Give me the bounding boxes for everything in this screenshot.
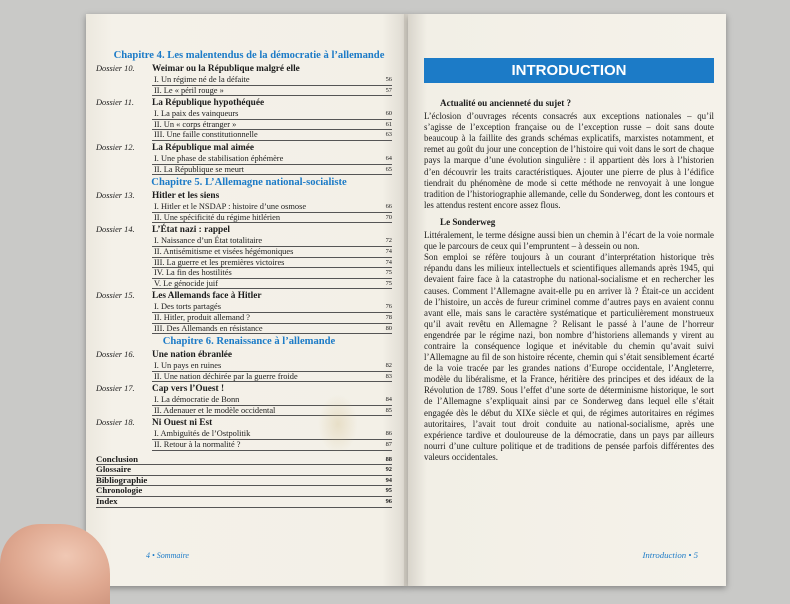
right-page-footer: Introduction • 5	[642, 550, 698, 560]
entry-text: I. Un régime né de la défaite	[154, 75, 250, 84]
misc-text: Bibliographie	[96, 474, 148, 485]
toc-entry	[152, 130, 392, 141]
toc-misc-entry	[96, 497, 392, 508]
toc-entry	[152, 258, 392, 269]
entry-text: I. Naissance d’un État totalitaire	[154, 236, 263, 246]
entry-page: 56	[385, 76, 392, 83]
toc-entry	[152, 236, 392, 247]
entry-text: IV. La fin des hostilités	[154, 268, 232, 278]
toc-entry	[152, 395, 392, 406]
entry-page: 83	[385, 372, 392, 380]
entry-page: 84	[385, 396, 392, 404]
entry-page: 60	[385, 110, 392, 118]
entry-page: 75	[385, 279, 392, 287]
entry-text: II. Le « péril rouge »	[154, 85, 224, 95]
dossier-body	[152, 291, 396, 334]
entry-text: II. La République se meurt	[154, 164, 245, 174]
entry-page: 61	[385, 120, 392, 128]
entry-page: 57	[385, 86, 392, 94]
entry-text: I. La paix des vainqueurs	[154, 109, 239, 119]
section-heading-sonderweg: Le Sonderweg	[440, 216, 496, 227]
toc-entry	[152, 302, 392, 313]
dossier-body	[152, 191, 396, 223]
misc-text: Index	[96, 496, 118, 507]
toc-entry	[152, 202, 392, 213]
misc-text: Conclusion	[96, 453, 139, 464]
dossier-block	[96, 98, 396, 141]
toc-entry	[152, 154, 392, 165]
page-stain	[318, 394, 358, 454]
toc-entry	[152, 75, 392, 86]
toc-entry	[152, 268, 392, 279]
introduction-banner: INTRODUCTION	[424, 58, 714, 83]
entry-page: 63	[385, 131, 392, 139]
entry-text: II. Un « corps étranger »	[154, 119, 237, 129]
entry-text: II. Hitler, produit allemand ?	[154, 312, 250, 322]
entry-page: 75	[385, 269, 392, 277]
entry-page: 85	[385, 406, 392, 414]
entry-text: III. La guerre et les premières victoires	[154, 257, 285, 267]
entry-page: 64	[385, 154, 392, 162]
dossier-body	[152, 418, 396, 450]
misc-text: Glossaire	[96, 464, 132, 475]
chapter-title: Chapitre 4. Les malentendus de la démocratie à l’allemande	[113, 50, 385, 61]
entry-text: III. Une faille constitutionnelle	[154, 130, 258, 140]
entry-text: I. Une phase de stabilisation éphémère	[154, 153, 284, 163]
entry-page: 65	[385, 165, 392, 173]
dossier-body	[152, 143, 396, 175]
dossier-label: Dossier 11.	[96, 98, 134, 108]
dossier-label: Dossier 16.	[96, 350, 135, 360]
toc-misc-entry	[96, 455, 392, 466]
toc-entry	[152, 247, 392, 258]
paragraph-1: L’éclosion d’ouvrages récents consacrés aux exceptions nationales – qu’il s’agisse de l’exception française ou de l’exception russe – doit sans doute beaucoup à la faillite des grands schémas explicatifs, marxistes notamment, et remet au goût du jour une conception de l’histoire qui voit dans le sort de chaque pays la marque d’une évolution singulière : il appartient dès lors à l’historien d’en découvrir les traits caractéristiques. Ajouter une pierre de plus à l’édifice tiendrait du phénomène de mode si cette méthode ne renvoyait à une longue tradition de l’historiographie allemande, celle du Sonderweg, dont les contours et les attendus restent encore assez flous.	[424, 111, 714, 210]
entry-page: 74	[385, 258, 392, 266]
toc-entry	[152, 313, 392, 324]
misc-page: 94	[385, 476, 392, 484]
dossier-body	[152, 350, 396, 382]
toc-entry	[152, 213, 392, 224]
entry-text: I. Ambiguïtés de l’Ostpolitik	[154, 429, 251, 439]
entry-page: 82	[385, 362, 392, 370]
dossier-title: Ni Ouest ni Est	[152, 418, 213, 429]
toc-entry	[152, 109, 392, 120]
dossier-title: Une nation ébranlée	[152, 350, 233, 361]
entry-page: 76	[385, 303, 392, 311]
misc-text: Chronologie	[96, 485, 143, 496]
entry-text: I. Un pays en ruines	[154, 361, 222, 371]
toc-entry	[152, 372, 392, 383]
dossier-body	[152, 64, 396, 96]
dossier-body	[152, 225, 396, 289]
dossier-title: Les Allemands face à Hitler	[152, 291, 262, 302]
entry-page: 66	[385, 203, 392, 211]
toc-entry	[152, 440, 392, 451]
dossier-label: Dossier 13.	[96, 191, 135, 201]
dossier-label: Dossier 15.	[96, 291, 135, 301]
reader-thumb	[0, 524, 110, 604]
paragraph-3: Son emploi se réfère toujours à un courant d’interprétation historique très répandu dans les milieux intellectuels et scientifiques allemands après 1945, qui devaient faire face à la catastrophe du national-socialisme et en rechercher les causes. Comment l’Allemagne avait-elle pu en arriver là ? Était-ce un accident de l’histoire, un accès de fureur criminel comme d’autres pays en avaient connu avant elle, mais sans le caractère systématique et particulièrement monstrueux qu’il avait revêtu en Allemagne ? Relisant le passé à l’aune de l’horreur engendrée par le régime nazi, bon nombre d’historiens allemands y virent au contraire la conséquence logique et inévitable du chemin qu’avait suivi l’Allemagne au fil de son histoire récente, chemin qui s’était sensiblement écarté de la voie tracée par les grandes nations d’Europe occidentale, l’Angleterre, modèle du libéralisme, et la France, héritière des principes et des idéaux de la Révolution de 1789. Sous l’effet d’une sorte de déterminisme historique, le sort de l’Allemagne s’expliquait ainsi par ce Sonderweg dans lequel elle s’était engagée dès le début du XIXe siècle et qui, de régimes autoritaires en régimes autoritaires, l’avait tout droit conduite au national-socialisme, après une expérience tardive et douloureuse de la démocratie, dans un pays par ailleurs nourri d’une culture politique et de traditions de pensée parfois différentes des valeurs occidentales.	[424, 252, 714, 462]
dossier-block	[96, 225, 396, 289]
dossier-block	[96, 350, 396, 382]
toc-entry	[152, 86, 392, 97]
entry-text: II. Une spécificité du régime hitlérien	[154, 212, 281, 222]
left-page-footer: 4 • Sommaire	[146, 551, 189, 560]
entry-text: V. Le génocide juif	[154, 278, 219, 288]
dossier-title: L’État nazi : rappel	[152, 225, 230, 236]
dossier-block	[96, 291, 396, 334]
dossier-title: Cap vers l’Ouest !	[152, 384, 225, 395]
dossier-body	[152, 384, 396, 416]
section-heading-actualite: Actualité ou ancienneté du sujet ?	[440, 98, 572, 108]
dossier-title: La République mal aimée	[152, 142, 255, 153]
entry-page: 72	[385, 237, 392, 245]
entry-page: 87	[385, 441, 392, 449]
entry-page: 78	[385, 313, 392, 321]
dossier-title: Hitler et les siens	[152, 191, 220, 202]
introduction-body	[424, 98, 714, 463]
entry-text: I. Des torts partagés	[154, 302, 221, 312]
toc-entry	[152, 279, 392, 290]
dossier-title: La République hypothéquée	[152, 98, 265, 109]
open-book	[86, 14, 726, 586]
dossier-label: Dossier 18.	[96, 418, 135, 428]
entry-page: 80	[385, 324, 392, 332]
dossier-label: Dossier 10.	[96, 64, 135, 73]
dossier-block	[96, 64, 396, 96]
dossier-block	[96, 191, 396, 223]
dossier-title: Weimar ou la République malgré elle	[152, 64, 300, 74]
toc-entry	[152, 165, 392, 176]
paragraph-2: Littéralement, le terme désigne aussi bien un chemin à l’écart de la voie normale que le parcours de ceux qui l’empruntent – à dessein ou non.	[424, 230, 714, 252]
toc-entry	[152, 324, 392, 335]
entry-text: II. Une nation déchirée par la guerre froide	[154, 371, 298, 381]
dossier-block	[96, 143, 396, 175]
toc-misc-entry	[96, 486, 392, 497]
entry-text: III. Des Allemands en résistance	[154, 323, 263, 333]
entry-text: II. Retour à la normalité ?	[154, 440, 241, 450]
toc-entry	[152, 120, 392, 131]
entry-text: I. Hitler et le NSDAP : histoire d’une osmose	[154, 202, 307, 212]
entry-text: I. La démocratie de Bonn	[154, 395, 240, 405]
chapter-title: Chapitre 5. L’Allemagne national-socialiste	[151, 177, 347, 189]
toc-entry	[152, 361, 392, 372]
misc-page: 88	[385, 455, 392, 463]
misc-page: 95	[385, 487, 392, 495]
misc-page: 92	[385, 466, 392, 474]
misc-page: 96	[385, 498, 392, 506]
dossier-label: Dossier 17.	[96, 384, 135, 394]
entry-text: II. Adenauer et le modèle occidental	[154, 405, 276, 415]
chapter-title: Chapitre 6. Renaissance à l’allemande	[162, 336, 336, 348]
dossier-label: Dossier 14.	[96, 225, 135, 235]
entry-page: 70	[385, 213, 392, 221]
entry-text: II. Antisémitisme et visées hégémoniques	[154, 246, 294, 256]
toc-misc	[96, 455, 396, 508]
left-page-table-of-contents	[86, 14, 408, 586]
entry-page: 74	[385, 247, 392, 255]
dossier-body	[152, 98, 396, 141]
entry-page: 86	[385, 430, 392, 438]
right-page-introduction	[408, 14, 726, 586]
dossier-label: Dossier 12.	[96, 142, 135, 152]
